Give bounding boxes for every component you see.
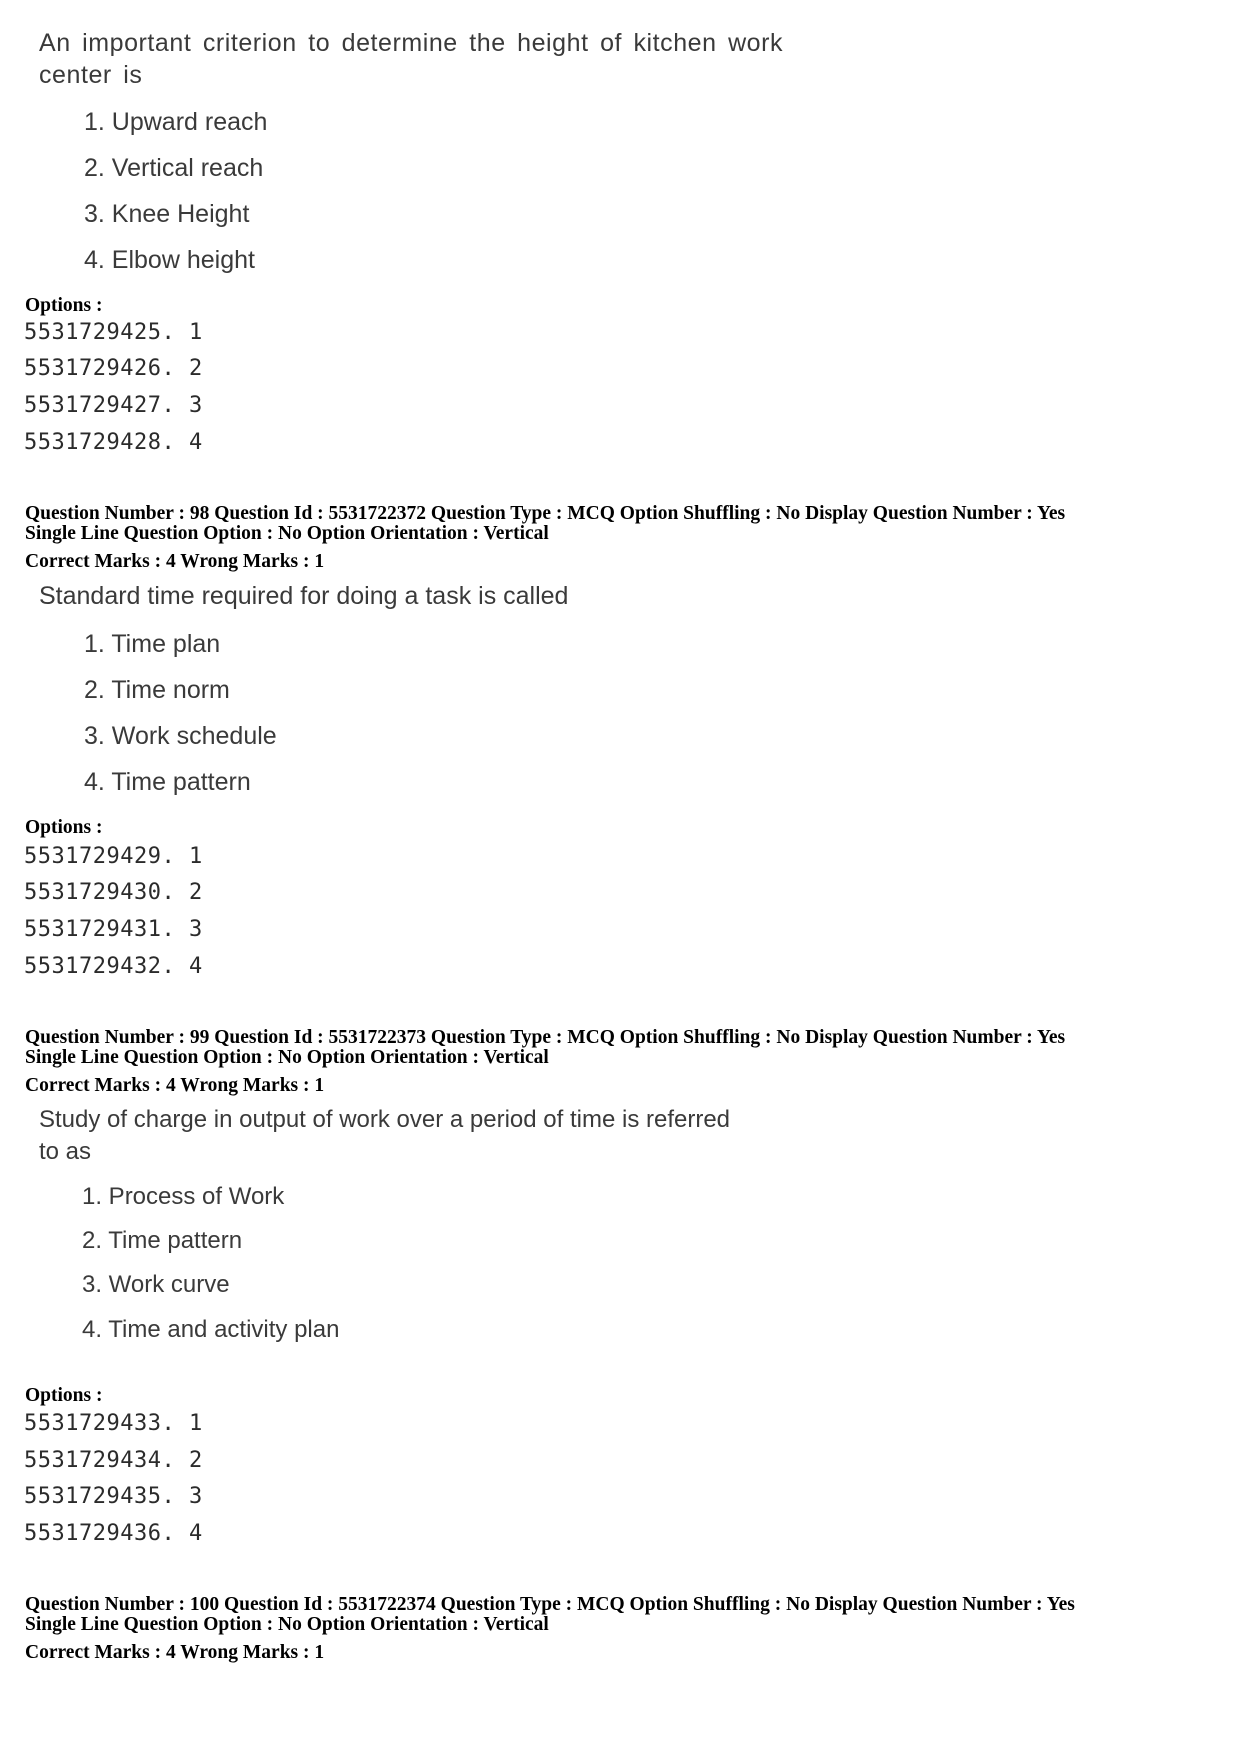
options-label: Options : — [25, 295, 103, 316]
option-id: 5531729428. 4 — [24, 430, 203, 455]
choice-1: 1. Process of Work — [82, 1183, 285, 1210]
option-id: 5531729430. 2 — [24, 880, 203, 905]
option-id: 5531729434. 2 — [24, 1448, 203, 1473]
choice-1: 1. Upward reach — [84, 108, 268, 136]
option-id: 5531729435. 3 — [24, 1484, 203, 1509]
option-id: 5531729429. 1 — [24, 844, 203, 869]
choice-2: 2. Time pattern — [82, 1227, 243, 1254]
choice-4: 4. Elbow height — [84, 246, 255, 274]
question-text-line: Study of charge in output of work over a period of time is referred — [39, 1106, 731, 1133]
choice-2: 2. Vertical reach — [84, 154, 264, 182]
question-text — [39, 27, 783, 91]
choice-1: 1. Time plan — [84, 630, 221, 658]
marks-meta: Correct Marks : 4 Wrong Marks : 1 — [25, 551, 325, 572]
question-text — [39, 1104, 730, 1168]
question-meta: Single Line Question Option : No Option Orientation : Vertical — [25, 1614, 549, 1635]
choice-4: 4. Time pattern — [84, 768, 251, 796]
option-id: 5531729436. 4 — [24, 1521, 203, 1546]
choice-3: 3. Work schedule — [84, 722, 277, 750]
question-meta: Question Number : 98 Question Id : 5531722372 Question Type : MCQ Option Shuffling : No Display Question Number : Yes — [25, 503, 1066, 524]
marks-meta: Correct Marks : 4 Wrong Marks : 1 — [25, 1642, 325, 1663]
option-id: 5531729433. 1 — [24, 1411, 203, 1436]
option-id: 5531729425. 1 — [24, 320, 203, 345]
question-meta: Question Number : 99 Question Id : 5531722373 Question Type : MCQ Option Shuffling : No Display Question Number : Yes — [25, 1027, 1066, 1048]
question-text-line: center is — [39, 61, 143, 89]
question-meta: Single Line Question Option : No Option Orientation : Vertical — [25, 523, 549, 544]
option-id: 5531729431. 3 — [24, 917, 203, 942]
question-text-line: An important criterion to determine the height of kitchen work — [39, 29, 784, 57]
question-text-line: Standard time required for doing a task is called — [39, 582, 569, 610]
option-id: 5531729426. 2 — [24, 356, 203, 381]
choice-3: 3. Work curve — [82, 1271, 230, 1298]
options-label: Options : — [25, 1385, 103, 1406]
choice-3: 3. Knee Height — [84, 200, 250, 228]
question-meta: Question Number : 100 Question Id : 5531722374 Question Type : MCQ Option Shuffling : No Display Question Number : Yes — [25, 1594, 1075, 1615]
options-label: Options : — [25, 817, 103, 838]
question-text — [39, 580, 568, 612]
choice-2: 2. Time norm — [84, 676, 230, 704]
marks-meta: Correct Marks : 4 Wrong Marks : 1 — [25, 1075, 325, 1096]
choice-4: 4. Time and activity plan — [82, 1316, 340, 1343]
question-text-line: to as — [39, 1138, 92, 1165]
question-meta: Single Line Question Option : No Option Orientation : Vertical — [25, 1047, 549, 1068]
option-id: 5531729432. 4 — [24, 954, 203, 979]
option-id: 5531729427. 3 — [24, 393, 203, 418]
